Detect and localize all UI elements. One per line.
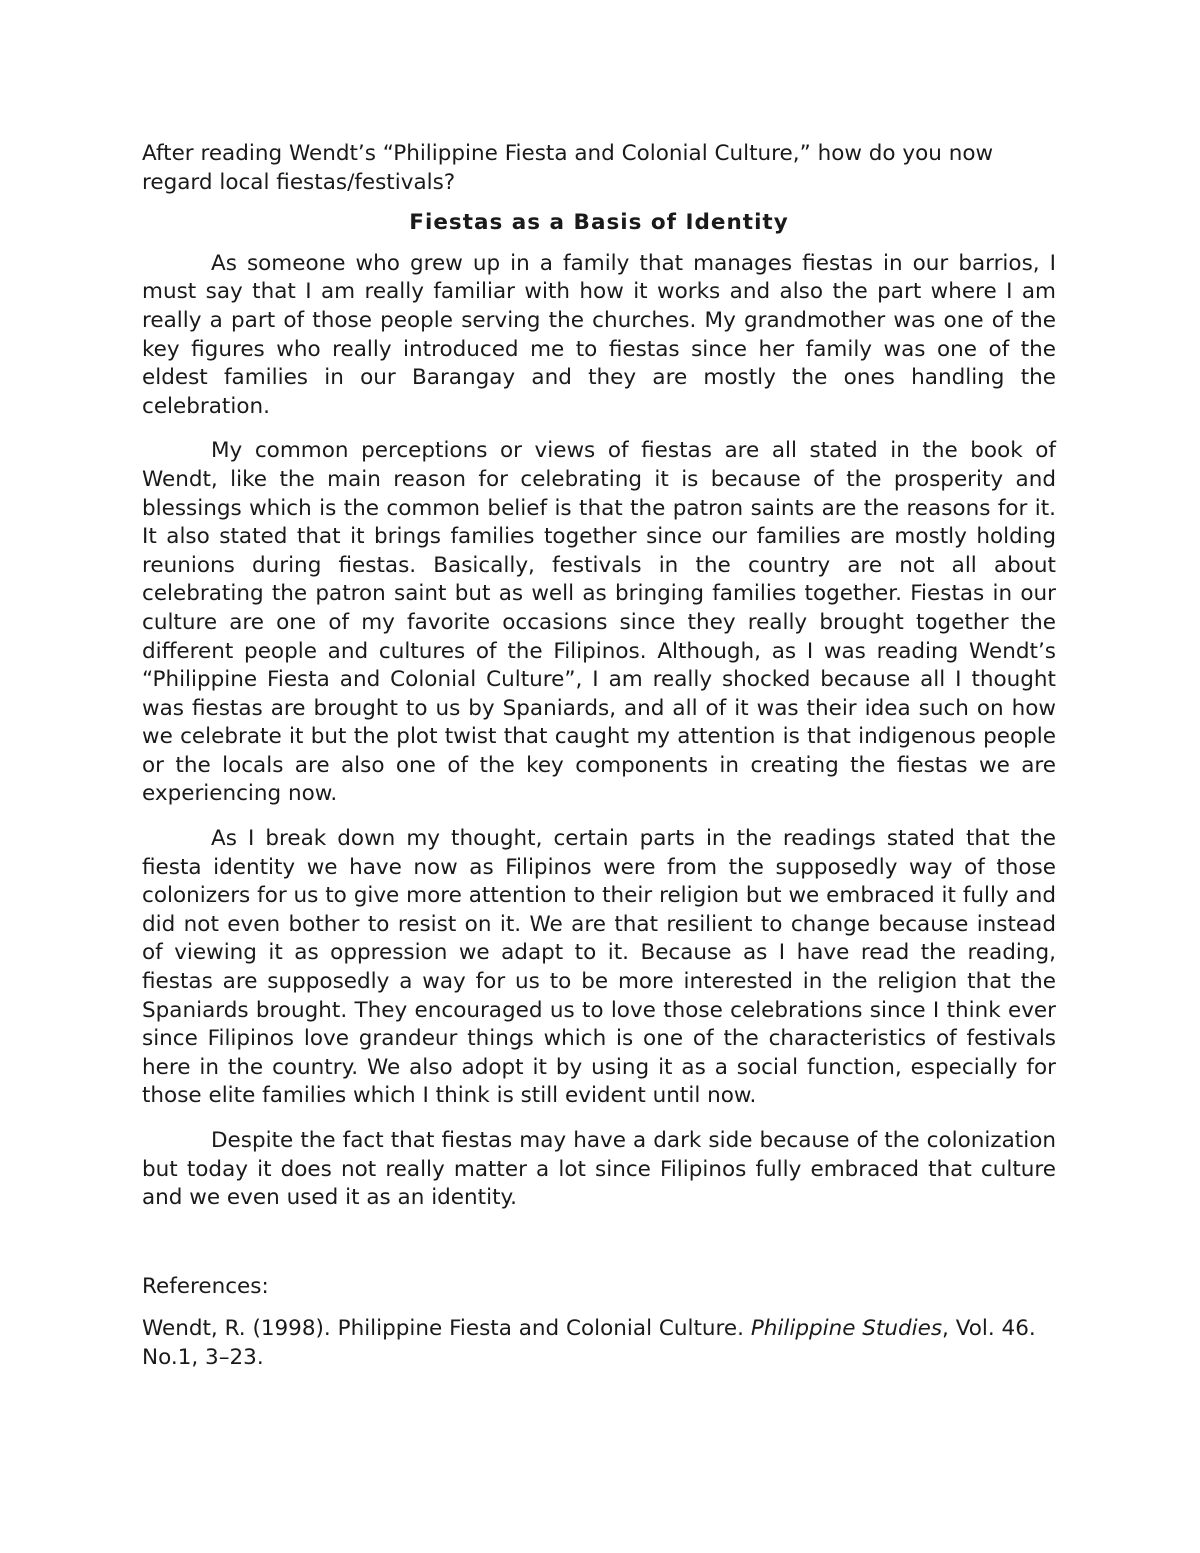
body-paragraph-4: Despite the fact that fiestas may have a dark side because of the colonization but today it does not really matter a lot since Filipinos fully embraced that culture and we even used it as an identity. (142, 1128, 1056, 1211)
reference-entry (142, 1315, 1056, 1372)
body-paragraph-3: As I break down my thought, certain parts in the readings stated that the fiesta identity we have now as Filipinos were from the supposedly way of those colonizers for us to give more attention to their religion but we embraced it fully and did not even bother to resist on it. We are that resilient to change because instead of viewing it as oppression we adapt to it. Because as I have read the reading, fiestas are supposedly a way for us to be more interested in the religion that the Spaniards brought. They encouraged us to love those celebrations since I think ever since Filipinos love grandeur things which is one of the characteristics of festivals here in the country. We also adopt it by using it as a social function, especially for those elite families which I think is still evident until now. (142, 826, 1056, 1109)
reference-journal-title: Philippine Studies (750, 1316, 943, 1342)
reference-entry-text: Wendt, R. (1998). Philippine Fiesta and Colonial Culture. (142, 1316, 751, 1342)
essay-prompt: After reading Wendt’s “Philippine Fiesta and Colonial Culture,” how do you now regard local fiestas/festivals? (142, 141, 994, 195)
essay-title: Fiestas as a Basis of Identity (409, 210, 789, 236)
body-paragraph-2: My common perceptions or views of fiestas are all stated in the book of Wendt, like the main reason for celebrating it is because of the prosperity and blessings which is the common belief is that the patron saints are the reasons for it. It also stated that it brings families together since our families are mostly holding reunions during fiestas. Basically, festivals in the country are not all about celebrating the patron saint but as well as bringing families together. Fiestas in our culture are one of my favorite occasions since they really brought together the different people and cultures of the Filipinos. Although, as I was reading Wendt’s “Philippine Fiesta and Colonial Culture”, I am really shocked because all I thought was fiestas are brought to us by Spaniards, and all of it was their idea such on how we celebrate it but the plot twist that caught my attention is that indigenous people or the locals are also one of the key components in creating the fiestas we are experiencing now. (142, 438, 1056, 807)
reference-entry-details: , Vol. 46. No.1, 3–23. (142, 1316, 1036, 1370)
document-page (142, 140, 1056, 1373)
references-heading: References: (142, 1273, 269, 1299)
body-paragraph-1: As someone who grew up in a family that manages fiestas in our barrios, I must say that I am really familiar with how it works and also the part where I am really a part of those people serving the churches. My grandmother was one of the key figures who really introduced me to fiestas since her family was one of the eldest families in our Barangay and they are mostly the ones handling the celebration. (142, 250, 1056, 419)
